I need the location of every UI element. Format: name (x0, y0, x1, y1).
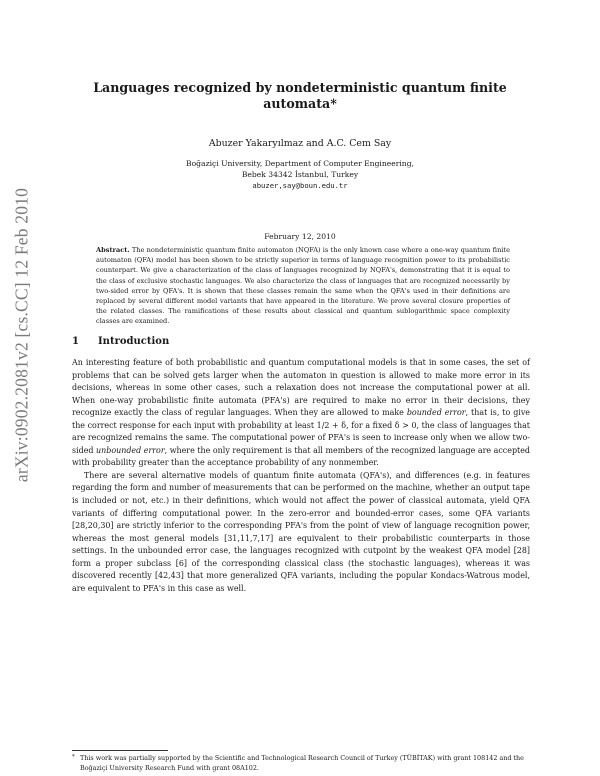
section-title: Introduction (98, 336, 170, 347)
introduction-body (72, 357, 530, 595)
paper-date: February 12, 2010 (264, 232, 336, 241)
abstract (96, 245, 510, 327)
author-email: abuzer,say@boun.edu.tr (252, 181, 348, 191)
author-list: Abuzer Yakaryılmaz and A.C. Cem Say (208, 138, 392, 149)
footnote-text: This work was partially supported by the Scientific and Technological Research Council of Turkey (TÜBİTAK) with grant 108142 and the Boğaziçi University Research Fund with grant 08A102. (80, 754, 524, 772)
fraction: 1/2 (316, 420, 330, 430)
paragraph-text: , where the only requirement is that all members of the recognized language are accepted with probability greater than the acceptance probability of any nonmember. (72, 445, 530, 468)
section-number: 1 (72, 336, 79, 347)
footnote-marker: * (72, 754, 75, 760)
abstract-text: The nondeterministic quantum finite automaton (NQFA) is the only known case where a one-way quantum finite automaton (QFA) model has been shown to be strictly superior in terms of language recognition power to its probabilistic counterpart. We give a characterization of the class of languages recognized by NQFA's, demonstrating that it is equal to the class of exclusive stochastic languages. We also characterize the class of languages that are recognized necessarily by two-sided error by QFA's. It is shown that these classes remain the same when the QFA's used in their definitions are replaced by several different model variants that have appeared in the literature. We prove several closure properties of the related classes. The ramifications of these results about classical and quantum sublogarithmic space complexity classes are examined. (96, 246, 510, 326)
arxiv-identifier: arXiv:0902.2081v2 [cs.CC] 12 Feb 2010 (11, 187, 32, 483)
paper-title: Languages recognized by nondeterministic quantum finite automata* (93, 80, 507, 111)
arxiv-side-stamp (2, 100, 42, 570)
paragraph-text: An interesting feature of both probabilistic and quantum computational models is that in some cases, the set of problems that can be solved gets larger when the automaton in question is allowed to make more error in its decisions, whereas in some other cases, such a relaxation does not increase the computational power at all. When one-way probabilistic finite automata (PFA's) are required to make no error in their decisions, they recognize exactly the class of regular languages. When they are allowed to make (72, 358, 530, 418)
paragraph-text: + δ, for a fixed δ > 0, the class of languages that are recognized remains the same. The computational power of PFA's is seen to increase only when we allow two-sided (72, 420, 530, 455)
emphasis-text: unbounded error (96, 445, 165, 455)
emphasis-text: bounded error (406, 408, 466, 418)
paragraph: There are several alternative models of quantum finite automata (QFA's), and differences (e.g. in features regarding the form and number of measurements that can be performed on the machine, whether an output tape is included or not, etc.) in their definitions, which would not affect the power of classical automata, yield QFA variants of differing computational power. In the zero-error and bounded-error cases, some QFA variants [28,20,30] are strictly inferior to the corresponding PFA's from the point of view of language recognition power, whereas the most general models [31,11,7,17] are equivalent to their probabilistic counterparts in those settings. In the unbounded error case, the languages recognized with cutpoint by the weakest QFA model [28] form a proper subclass [6] of the corresponding classical class (the stochastic languages), whereas it was discovered recently [42,43] that more generalized QFA variants, including the popular Kondacs-Watrous model, are equivalent to PFA's in this case as well. (72, 470, 530, 593)
section-heading (72, 336, 169, 347)
paragraph (72, 357, 530, 470)
footnote-rule (72, 750, 168, 751)
paragraph-text: , that is, to give the correct response for each input with probability at least (72, 408, 530, 430)
abstract-label: Abstract. (96, 246, 130, 254)
affiliation-block (80, 158, 520, 192)
affiliation-line-1: Boğaziçi University, Department of Computer Engineering, (186, 159, 414, 168)
affiliation-line-2: Bebek 34342 İstanbul, Turkey (241, 170, 359, 180)
footnote (72, 754, 530, 773)
